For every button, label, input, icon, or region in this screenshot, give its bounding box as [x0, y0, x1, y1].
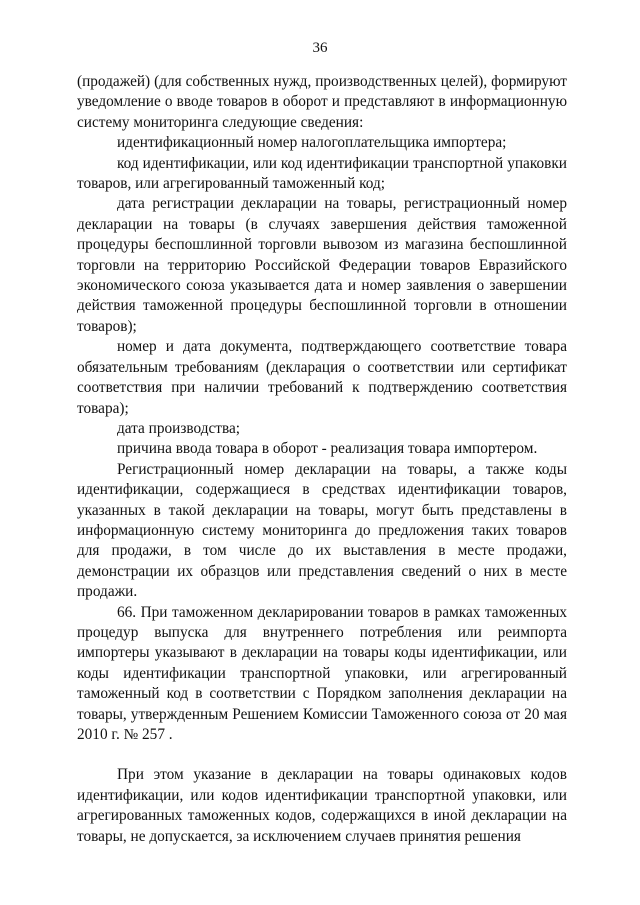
- list-item-identification-code: код идентификации, или код идентификации транспортной упаковки товаров, или агрегированный таможенный код;: [77, 154, 567, 193]
- paragraph-duplicate-codes: При этом указание в декларации на товары одинаковых кодов идентификации, или кодов идентификации транспортной упаковки, или агрегированных таможенных кодов, содержащихся в иной декларации на товары, не допускается, за исключением случаев принятия решения: [77, 766, 567, 845]
- list-item-circulation-reason: причина ввода товара в оборот - реализация товара импортером.: [117, 440, 538, 458]
- list-item-conformity-document: номер и дата документа, подтверждающего соответствие товара обязательным требованиям (декларация о соответствии или сертификат соответствия при наличии требований к подтверждению соответствия товара);: [77, 338, 567, 417]
- paragraph-clause-66: 66. При таможенном декларировании товаров в рамках таможенных процедур выпуска для внутреннего потребления или реимпорта импортеры указывают в декларации на товары коды идентификации, или коды идентификации транспортной упаковки, или агрегированный таможенный код в соответствии с Порядком заполнения декларации на товары, утвержденным Решением Комиссии Таможенного союза от 20 мая 2010 г. № 257 .: [77, 603, 567, 743]
- paragraph-registration-number: Регистрационный номер декларации на товары, а также коды идентификации, содержащиеся в средствах идентификации товаров, указанных в такой декларации на товары, могут быть представлены в информационную систему мониторинга до предложения таких товаров для продажи, в том числе до их выставления в месте продажи, демонстрации их образцов или представления сведений о них в месте продажи.: [77, 460, 567, 601]
- paragraph-intro: (продажей) (для собственных нужд, производственных целей), формируют уведомление о вводе товаров в оборот и представляют в информационную систему мониторинга следующие сведения:: [77, 73, 567, 131]
- page-number: 36: [312, 40, 328, 56]
- document-body: [77, 72, 567, 847]
- list-item-inn: идентификационный номер налогоплательщика импортера;: [117, 134, 507, 152]
- list-item-production-date: дата производства;: [117, 419, 241, 437]
- list-item-declaration-date: дата регистрации декларации на товары, регистрационный номер декларации на товары (в случаях завершения действия таможенной процедуры беспошлинной торговли вывозом из магазина беспошлинной торговли на территорию Российской Федерации товаров Евразийского экономического союза указывается дата и номер заявления о завершении действия таможенной процедуры беспошлинной торговли в отношении товаров);: [77, 195, 567, 335]
